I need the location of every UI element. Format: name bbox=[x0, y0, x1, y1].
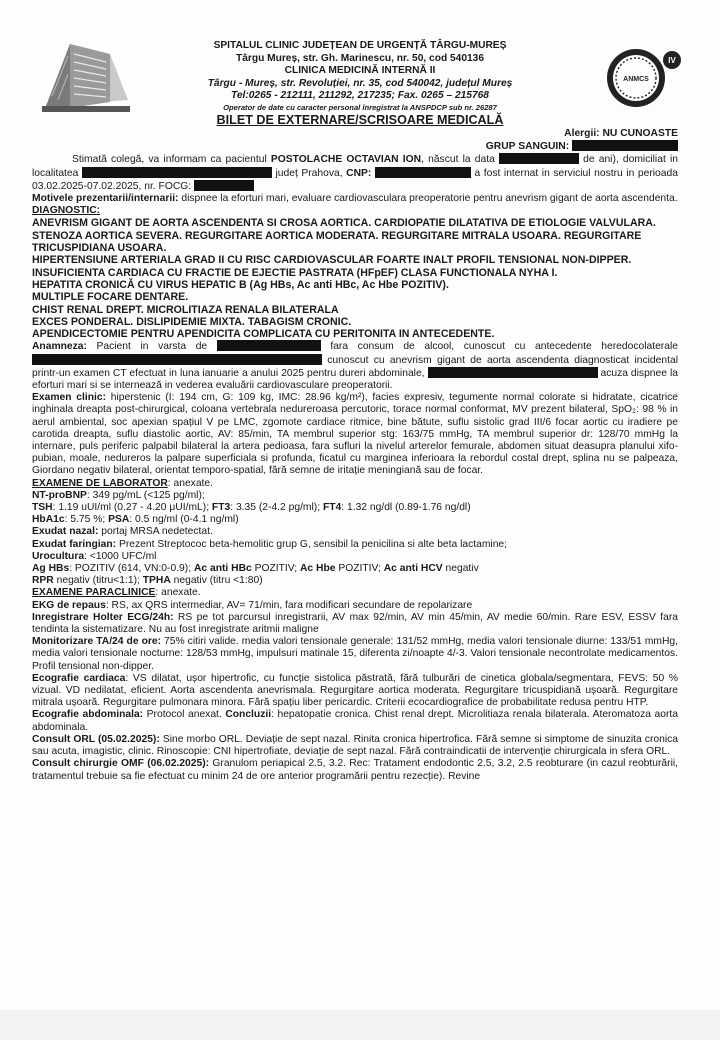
exam-text: RS pe tot parcursul inregistrarii, AV max 92/min, AV min 45/min, AV medie 60/min. Rare ESV, ESSV fara tendinta la sistematizare. Nu au fost inregistrate aritmii maligne bbox=[32, 611, 678, 636]
document-header bbox=[150, 40, 570, 127]
lab-value: POZITIV; bbox=[251, 563, 300, 575]
intro-text: județ Prahova, bbox=[275, 167, 343, 179]
seal-level: IV bbox=[668, 56, 676, 65]
scan-bottom-margin bbox=[0, 1010, 720, 1040]
lab-line bbox=[32, 575, 678, 587]
section-text: hiperstenic (I: 194 cm, G: 109 kg, IMC: 28.96 kg/m²), facies expresiv, tegumente normal colorate si hidratate, cicatrice inghinala dreapta post-chirurgical, coloana vertebrala nedureroasa percutoric, torace normal conformat, MV prezent bilateral, SpO₂: 98 % in aerul ambiental, soc apexian spațiul V pe LMC, zgomote cardiace ritmice, bine bătute, suflu sistolic grad III/6 focar aortic cu iradiere pe carotida dreapta, suflu diastolic aortic, AV: 85/min, TA membrul superior stg: 163/75 mmHg, TA membrul superior dr: 128/70 mmHg la internare, puls periferic palpabil bilateral la artera pedioasa, fara sufluri la nivelul arterelor femurale, abdomen situat deasupra planului xifo-pubian, moale, nedureros la palpare superficiala si profunda, ficatul cu marginea inferioara la rebordul costal drept, splina nu se palpeaza, Giordano negativ bilateral, orientat temporo-spatial, fără semne de iritație meningiană sau de focar. bbox=[32, 392, 679, 477]
lab-label: Ac anti HCV bbox=[383, 563, 443, 575]
lab-value: negativ (titru <1:80) bbox=[170, 575, 263, 587]
lab-label: PSA bbox=[108, 514, 130, 526]
lab-line bbox=[32, 502, 678, 514]
phone-numbers: Tel:0265 - 212111, 211292, 217235; Fax. 0265 – 215768 bbox=[231, 90, 489, 102]
lab-line bbox=[32, 514, 678, 526]
letter-body bbox=[32, 128, 678, 783]
paraclinic-line bbox=[32, 734, 678, 758]
intro-text: , născut la data bbox=[421, 154, 495, 166]
section-label: Examen clinic: bbox=[32, 392, 107, 404]
blood-group-label: GRUP SANGUIN: bbox=[485, 141, 570, 153]
anamneza-paragraph bbox=[32, 340, 678, 392]
lab-value: : 1.19 uUI/ml (0.27 - 4.20 μUI/mL); bbox=[52, 502, 212, 514]
diagnostic-line: HEPATITA CRONICĂ CU VIRUS HEPATIC B (Ag HBs, Ac anti HBc, Ac Hbe POZITIV). bbox=[32, 278, 449, 291]
exam-label: Inregistrare Holter ECG/24h: bbox=[32, 611, 174, 623]
lab-line bbox=[32, 551, 678, 563]
section-text: Pacient in varsta de bbox=[86, 341, 208, 353]
lab-line bbox=[32, 539, 678, 551]
section-label: Motivele prezentarii/internarii: bbox=[32, 193, 179, 205]
section-text: dispnee la eforturi mari, evaluare cardiovasculara preoperatorie pentru anevrism gigant de aorta ascendenta. bbox=[178, 193, 678, 205]
hospital-building-logo bbox=[40, 36, 132, 116]
section-text: cunoscut cu anevrism gigant de aorta ascendenta diagnosticat incidental printr-un examen CT efectuat in luna ianuarie a anului 2025 pentru dureri abdominale, bbox=[32, 354, 678, 379]
exam-text: Protocol anexat. bbox=[143, 709, 226, 721]
exam-text: : hepatopatie cronica. Chist renal drept. Microlitiaza renala bilaterala. Ateromatoza aorta abdominala. bbox=[32, 709, 678, 733]
patient-name: POSTOLACHE OCTAVIAN ION bbox=[270, 154, 422, 166]
lab-label: NT-proBNP bbox=[32, 489, 87, 501]
allergies: Alergii: NU CUNOASTE bbox=[564, 128, 678, 139]
examen-paragraph bbox=[32, 392, 678, 477]
motive-paragraph bbox=[32, 193, 678, 205]
lab-label: FT3 bbox=[211, 502, 231, 514]
seal-label: ANMCS bbox=[623, 76, 649, 83]
paraclinic-heading bbox=[32, 587, 678, 599]
clinic-name: CLINICA MEDICINĂ INTERNĂ II bbox=[284, 65, 436, 77]
lab-line bbox=[32, 563, 678, 575]
diagnostic-line: INSUFICIENTA CARDIACA CU FRACTIE DE EJECTIE PASTRATA (HFpEF) CLASA FUNCTIONALA NYHA I. bbox=[32, 266, 558, 279]
exam-text: Granulom periapical 2.5, 3.2. Rec: Tratament endodontic 2.5, 3.2, 2.5 reobturare (in cazul reobturării, tratamentul trebuie sa fie efectuat cu minim 24 de ore anterior programării pentru rezecție). Revine bbox=[32, 758, 678, 782]
exam-label: Monitorizare TA/24 de ore: bbox=[32, 636, 162, 648]
section-text: acuza dispnee la eforturi mari si se internează in vederea evaluării cardiovasculare preoperatorii. bbox=[32, 367, 678, 391]
hospital-address: Târgu Mureș, str. Gh. Marinescu, nr. 50, cod 540136 bbox=[236, 52, 484, 64]
operator-note: Operator de date cu caracter personal înregistrat la ANSPDCP sub nr. 26287 bbox=[223, 102, 497, 112]
intro-text: a fost internat in serviciul nostru in perioada 03.02.2025-07.02.2025, nr. FOCG: bbox=[32, 167, 678, 192]
exam-label: Ecografie cardiaca bbox=[32, 672, 126, 684]
lab-label: RPR bbox=[32, 575, 54, 587]
exam-label: EKG de repaus bbox=[32, 599, 106, 611]
redaction-bar bbox=[499, 153, 579, 164]
diagnostic-line: APENDICECTOMIE PENTRU APENDICITA COMPLICATA CU PERITONITA IN ANTECEDENTE. bbox=[32, 328, 495, 341]
blood-group bbox=[32, 140, 678, 153]
lab-label: TSH bbox=[32, 502, 53, 514]
section-label: Anamneza: bbox=[32, 341, 87, 353]
lab-value: : 349 pg/mL (<125 pg/ml); bbox=[86, 489, 205, 501]
exam-label: Consult chirurgie OMF (06.02.2025): bbox=[32, 758, 210, 770]
lab-value: : 0.5 ng/ml (0-4.1 ng/ml) bbox=[129, 514, 239, 526]
redaction-bar bbox=[375, 167, 471, 178]
lab-value: : <1000 UFC/ml bbox=[84, 550, 157, 562]
exam-text: : RS, ax QRS intermediar, AV= 71/min, fara modificari secundare de repolarizare bbox=[105, 599, 473, 611]
clinic-address: Târgu - Mureș, str. Revoluției, nr. 35, cod 540042, județul Mureș bbox=[207, 77, 513, 89]
lab-value: POZITIV; bbox=[335, 563, 384, 575]
lab-value: negativ (titru<1:1); bbox=[53, 575, 143, 587]
intro-text: Stimată colegă, va informam ca pacientul bbox=[72, 154, 267, 166]
lab-value: : 1.32 ng/dl (0.89-1.76 ng/dl) bbox=[341, 502, 471, 514]
diagnostic-line: MULTIPLE FOCARE DENTARE. bbox=[32, 291, 189, 304]
section-text: : anexate. bbox=[167, 477, 214, 489]
diagnostic-line: ANEVRISM GIGANT DE AORTA ASCENDENTA SI CROSA AORTICA. CARDIOPATIE DILATATIVA DE ETIOLOGIE VALVULARA. bbox=[32, 217, 656, 230]
lab-label: HbA1c bbox=[32, 514, 65, 526]
document-title: BILET DE EXTERNARE/SCRISOARE MEDICALĂ bbox=[216, 112, 504, 127]
lab-label: TPHA bbox=[142, 575, 171, 587]
lab-label: Urocultura bbox=[32, 550, 85, 562]
diagnostic-line: EXCES PONDERAL. DISLIPIDEMIE MIXTA. TABAGISM CRONIC. bbox=[32, 315, 352, 328]
diagnostic-line: HIPERTENSIUNE ARTERIALA GRAD II CU RISC CARDIOVASCULAR FOARTE INALT PROFIL TENSIONAL NON-DIPPER. bbox=[32, 254, 632, 267]
paraclinic-line bbox=[32, 600, 678, 612]
exam-text: 75% citiri valide. media valori tensionale generale: 131/52 mmHg, media valori tensionale diurne: 133/51 mmHg, media valori tensionale nocturne: 128/53 mmHg, impulsuri matinale 15, diferenta zi/noapte 4/-3. Valori tensionale necontrolate medicamentos. Profil tensional non-dipper. bbox=[32, 636, 679, 672]
lab-label: Ag HBs bbox=[32, 563, 70, 575]
lab-value: : 3.35 (2-4.2 pg/ml); bbox=[230, 502, 323, 514]
intro-text: de ani), domiciliat in localitatea bbox=[32, 154, 678, 179]
lab-label: FT4 bbox=[322, 502, 342, 514]
section-heading: EXAMENE DE LABORATOR bbox=[32, 477, 168, 489]
redaction-bar bbox=[82, 167, 272, 178]
diagnostic-list bbox=[32, 217, 678, 340]
exam-label: Concluzii bbox=[225, 709, 272, 721]
redaction-bar bbox=[572, 140, 678, 151]
lab-label: Ac Hbe bbox=[299, 563, 336, 575]
paraclinic-line bbox=[32, 636, 678, 673]
section-text: fara consum de alcool, cunoscut cu antecedente heredocolaterale bbox=[330, 341, 678, 353]
lab-label: Exudat faringian: bbox=[32, 538, 117, 550]
hospital-name: SPITALUL CLINIC JUDEȚEAN DE URGENȚĂ TÂRGU-MUREȘ bbox=[213, 40, 507, 51]
paraclinic-line bbox=[32, 709, 678, 733]
diagnostic-line: CHIST RENAL DREPT. MICROLITIAZA RENALA BILATERALA bbox=[32, 303, 339, 316]
redaction-bar bbox=[194, 180, 254, 191]
lab-value: : POZITIV (614, VN:0-0.9); bbox=[69, 563, 194, 575]
redaction-bar bbox=[32, 354, 322, 365]
cnp-label: CNP: bbox=[346, 167, 372, 179]
lab-label: Ac anti HBc bbox=[193, 563, 252, 575]
lab-line bbox=[32, 490, 678, 502]
lab-line bbox=[32, 526, 678, 538]
redaction-bar bbox=[217, 340, 321, 351]
section-text: : anexate. bbox=[155, 587, 201, 599]
exam-text: : VS dilatat, ușor hipertrofic, cu funcție sistolica păstrată, fără tulburări de cinetica globala/segmentara, FEVS: 50 % vizual. VD nedilatat, eficient. Aorta ascendenta anevrismala. Regurgitare aortica moderata. Regurgitare tricuspidiană ușoară. Regurgitare mitrala ușoară. Regurgitare pulmonara minora. Fără spațiu liber pericardic. Criterii ecocardiografice de probabilitate redusa pentru HTP. bbox=[32, 672, 678, 709]
accreditation-seal bbox=[606, 42, 684, 114]
exam-label: Consult ORL (05.02.2025): bbox=[32, 733, 160, 745]
lab-heading bbox=[32, 478, 678, 490]
diagnostic-heading: DIAGNOSTIC: bbox=[32, 205, 101, 217]
diagnostic-line: STENOZA AORTICA SEVERA. REGURGITARE AORTICA MODERATA. REGURGITARE MITRALA USOARA. REGURGITARE TRICUSPIDIANA USOARA. bbox=[32, 229, 642, 255]
section-heading: EXAMENE PARACLINICE bbox=[32, 587, 156, 599]
lab-value: : 5.75 %; bbox=[64, 514, 109, 526]
paraclinic-line bbox=[32, 612, 678, 636]
exam-label: Ecografie abdominala: bbox=[32, 709, 144, 721]
lab-value: Prezent Streptococ beta-hemolitic grup G, sensibil la penicilina si alte beta lactamine; bbox=[116, 538, 508, 550]
lab-value: negativ bbox=[442, 563, 479, 575]
exam-text: Sine morbo ORL. Deviație de sept nazal. Rinita cronica hipertrofica. Fără semne si simptome de sinuzita cronica sau acuta, imagistic, clinic. Rinoscopie: CNI hipertrofiate, deviație de sept nazal. Fără contraindicatii de intervenție chirurgicala in sfera ORL. bbox=[32, 733, 679, 758]
redaction-bar bbox=[428, 367, 598, 378]
paraclinic-line bbox=[32, 673, 678, 710]
intro-paragraph bbox=[32, 153, 678, 193]
lab-label: Exudat nazal: bbox=[32, 526, 99, 538]
paraclinic-line bbox=[32, 758, 678, 782]
lab-value: portaj MRSA nedetectat. bbox=[98, 526, 213, 538]
